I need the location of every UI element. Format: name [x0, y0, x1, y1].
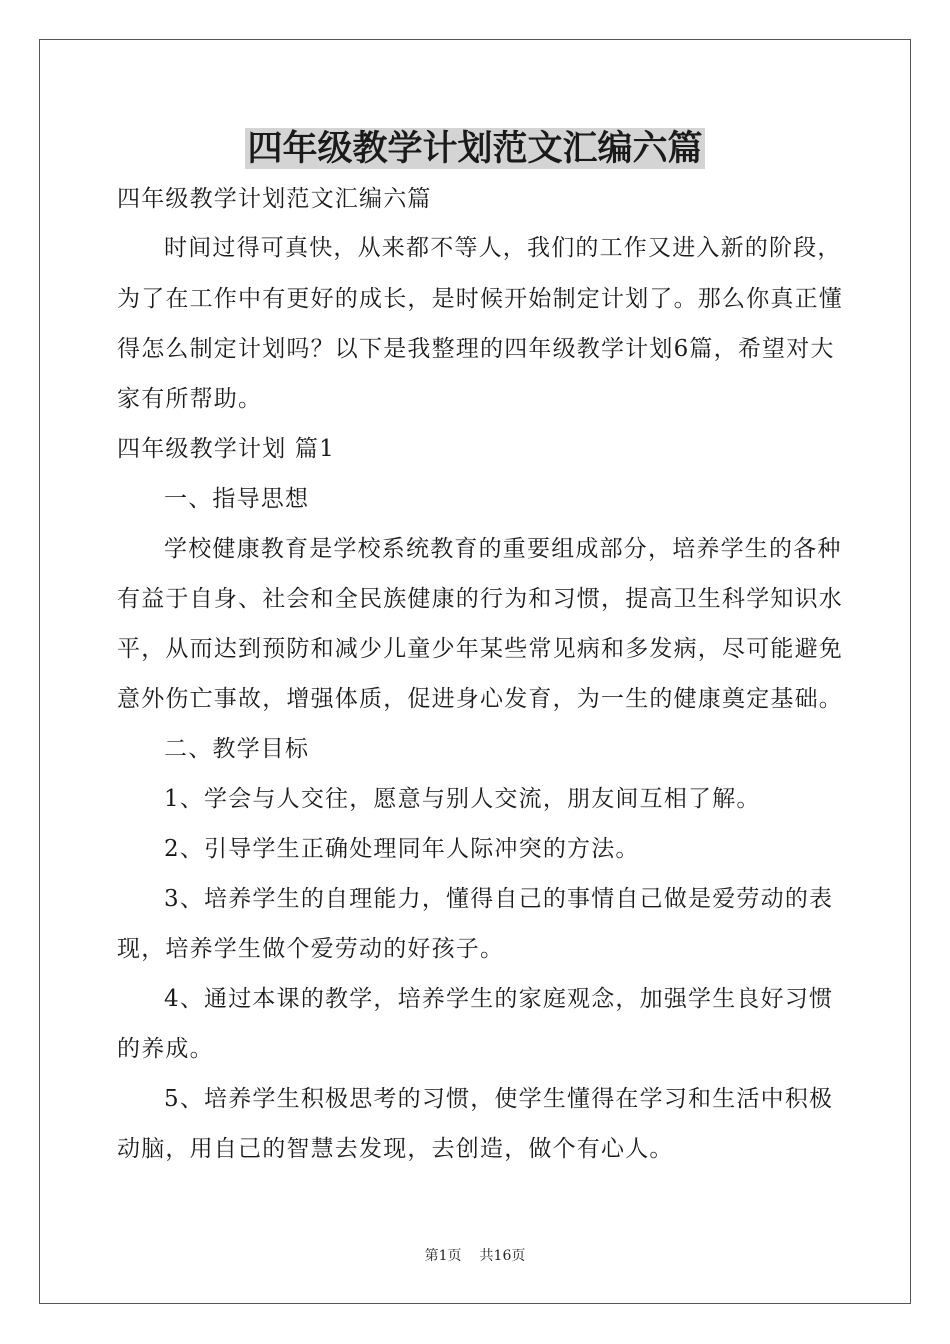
- paragraph-line-1: 学校健康教育是学校系统教育的重要组成部分，培养学生的各种: [164, 536, 842, 562]
- goal-4-line-1: 4、通过本课的教学，培养学生的家庭观念，加强学生良好习惯: [164, 986, 834, 1012]
- heading-guiding-thought: 一、指导思想: [164, 486, 310, 512]
- intro-line-4: 家有所帮助。: [117, 386, 263, 412]
- goal-2: 2、引导学生正确处理同年人际冲突的方法。: [164, 836, 640, 862]
- paragraph-line-4: 意外伤亡事故，增强体质，促进身心发育，为一生的健康奠定基础。: [117, 686, 843, 712]
- page-border: [39, 39, 911, 1304]
- intro-line-2: 为了在工作中有更好的成长，是时候开始制定计划了。那么你真正懂: [117, 286, 843, 312]
- goal-1: 1、学会与人交往，愿意与别人交流，朋友间互相了解。: [164, 786, 761, 812]
- page-total: 共16页: [479, 1248, 526, 1264]
- page-footer: [0, 1247, 950, 1265]
- document-title: [0, 125, 950, 173]
- paragraph-line-2: 有益于自身、社会和全民族健康的行为和习惯，提高卫生科学知识水: [117, 586, 843, 612]
- document-title-text: 四年级教学计划范文汇编六篇: [247, 128, 703, 169]
- intro-line-3: 得怎么制定计划吗？以下是我整理的四年级教学计划6篇，希望对大: [117, 336, 835, 362]
- intro-line-1: 时间过得可真快，从来都不等人，我们的工作又进入新的阶段，: [164, 235, 842, 261]
- goal-3-line-1: 3、培养学生的自理能力，懂得自己的事情自己做是爱劳动的表: [164, 886, 834, 912]
- heading-teaching-goals: 二、教学目标: [164, 736, 310, 762]
- goal-5-line-2: 动脑，用自己的智慧去发现，去创造，做个有心人。: [117, 1136, 674, 1162]
- goal-5-line-1: 5、培养学生积极思考的习惯，使学生懂得在学习和生活中积极: [164, 1086, 834, 1112]
- subtitle-line: 四年级教学计划范文汇编六篇: [117, 186, 432, 212]
- goal-3-line-2: 现，培养学生做个爱劳动的好孩子。: [117, 936, 505, 962]
- paragraph-line-3: 平，从而达到预防和减少儿童少年某些常见病和多发病，尽可能避免: [117, 636, 843, 662]
- page-number: 第1页: [424, 1248, 462, 1264]
- goal-4-line-2: 的养成。: [117, 1036, 214, 1062]
- section-heading: 四年级教学计划 篇1: [117, 436, 335, 462]
